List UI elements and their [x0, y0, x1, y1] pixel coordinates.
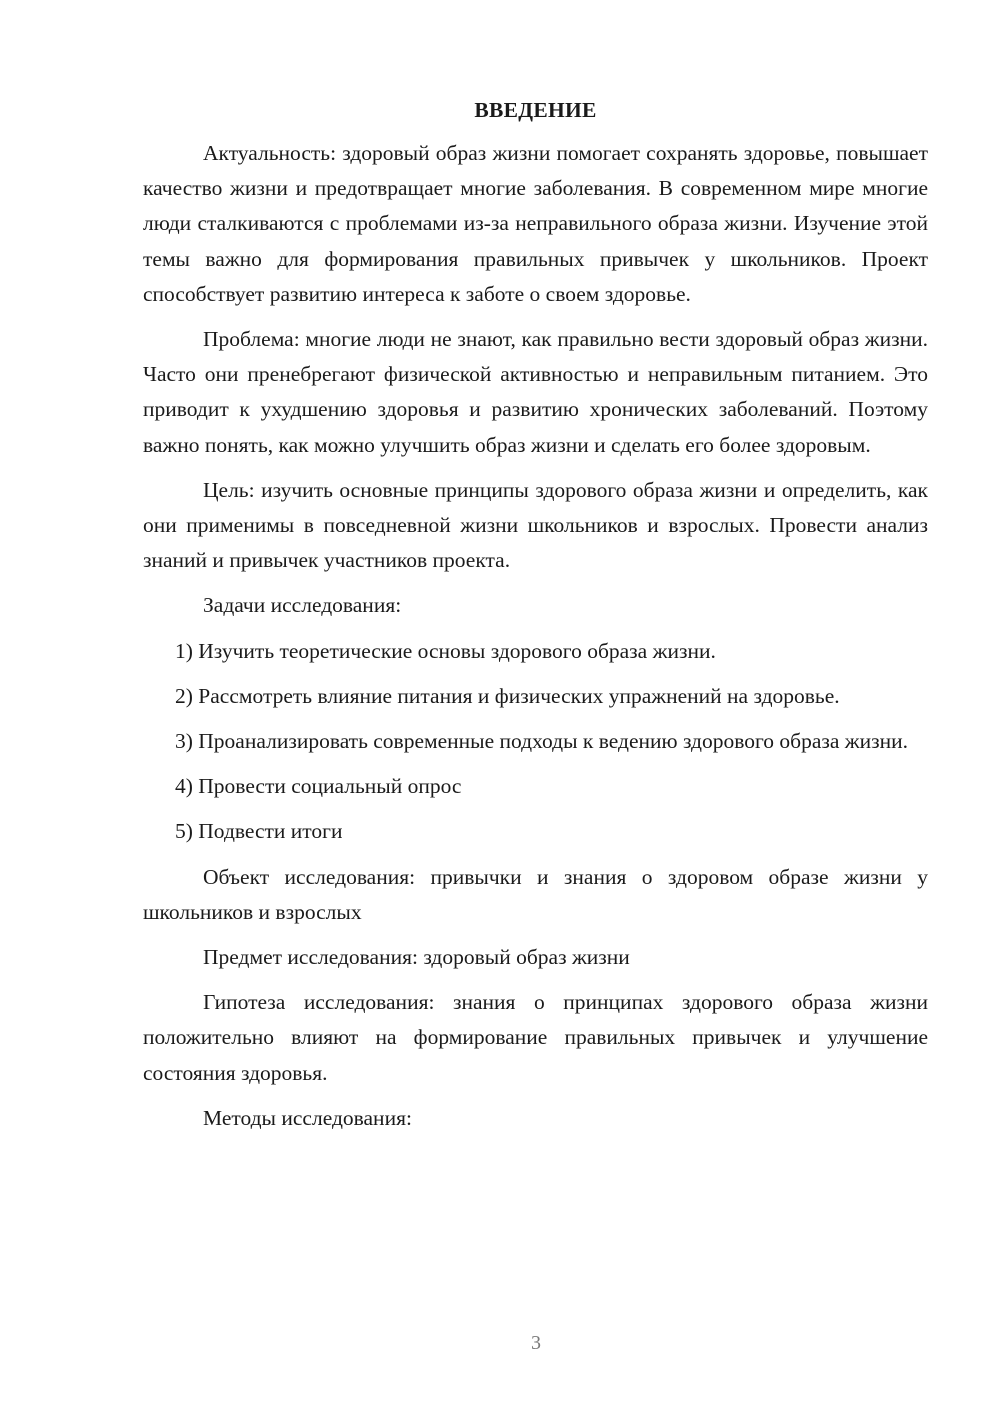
page-number: 3: [531, 1332, 541, 1354]
task-item-5: 5) Подвести итоги: [175, 819, 343, 844]
relevance-paragraph: Актуальность: здоровый образ жизни помогает сохранять здоровье, повышает качество жизни и предотвращает многие заболевания. В современном мире многие люди сталкиваются с проблемами из-за неправильного образа жизни. Изучение этой темы важно для формирования правильных привычек у школьников. Проект способствует развитию интереса к заботе о своем здоровье.: [143, 141, 928, 306]
methods-heading: Методы исследования:: [203, 1105, 412, 1130]
task-item-1: 1) Изучить теоретические основы здорового образа жизни.: [175, 638, 716, 663]
task-item-2: 2) Рассмотреть влияние питания и физических упражнений на здоровье.: [175, 683, 840, 708]
object-paragraph: Объект исследования: привычки и знания о здоровом образе жизни у школьников и взрослых: [143, 864, 928, 924]
hypothesis-paragraph: Гипотеза исследования: знания о принципах здорового образа жизни положительно влияют на формирование правильных привычек и улучшение состояния здоровья.: [143, 990, 928, 1085]
goal-paragraph: Цель: изучить основные принципы здорового образа жизни и определить, как они применимы в повседневной жизни школьников и взрослых. Провести анализ знаний и привычек участников проекта.: [143, 477, 928, 573]
tasks-heading: Задачи исследования:: [203, 593, 402, 618]
problem-paragraph: Проблема: многие люди не знают, как правильно вести здоровый образ жизни. Часто они пренебрегают физической активностью и неправильным питанием. Это приводит к ухудшению здоровья и развитию хронических заболеваний. Поэтому важно понять, как можно улучшить образ жизни и сделать его более здоровым.: [143, 327, 928, 457]
subject-paragraph: Предмет исследования: здоровый образ жизни: [203, 945, 630, 970]
task-item-3: 3) Проанализировать современные подходы к ведению здорового образа жизни.: [175, 729, 909, 754]
task-item-4: 4) Провести социальный опрос: [175, 774, 462, 799]
document-page: [143, 93, 928, 1146]
page-title: ВВЕДЕНИЕ: [474, 98, 597, 122]
